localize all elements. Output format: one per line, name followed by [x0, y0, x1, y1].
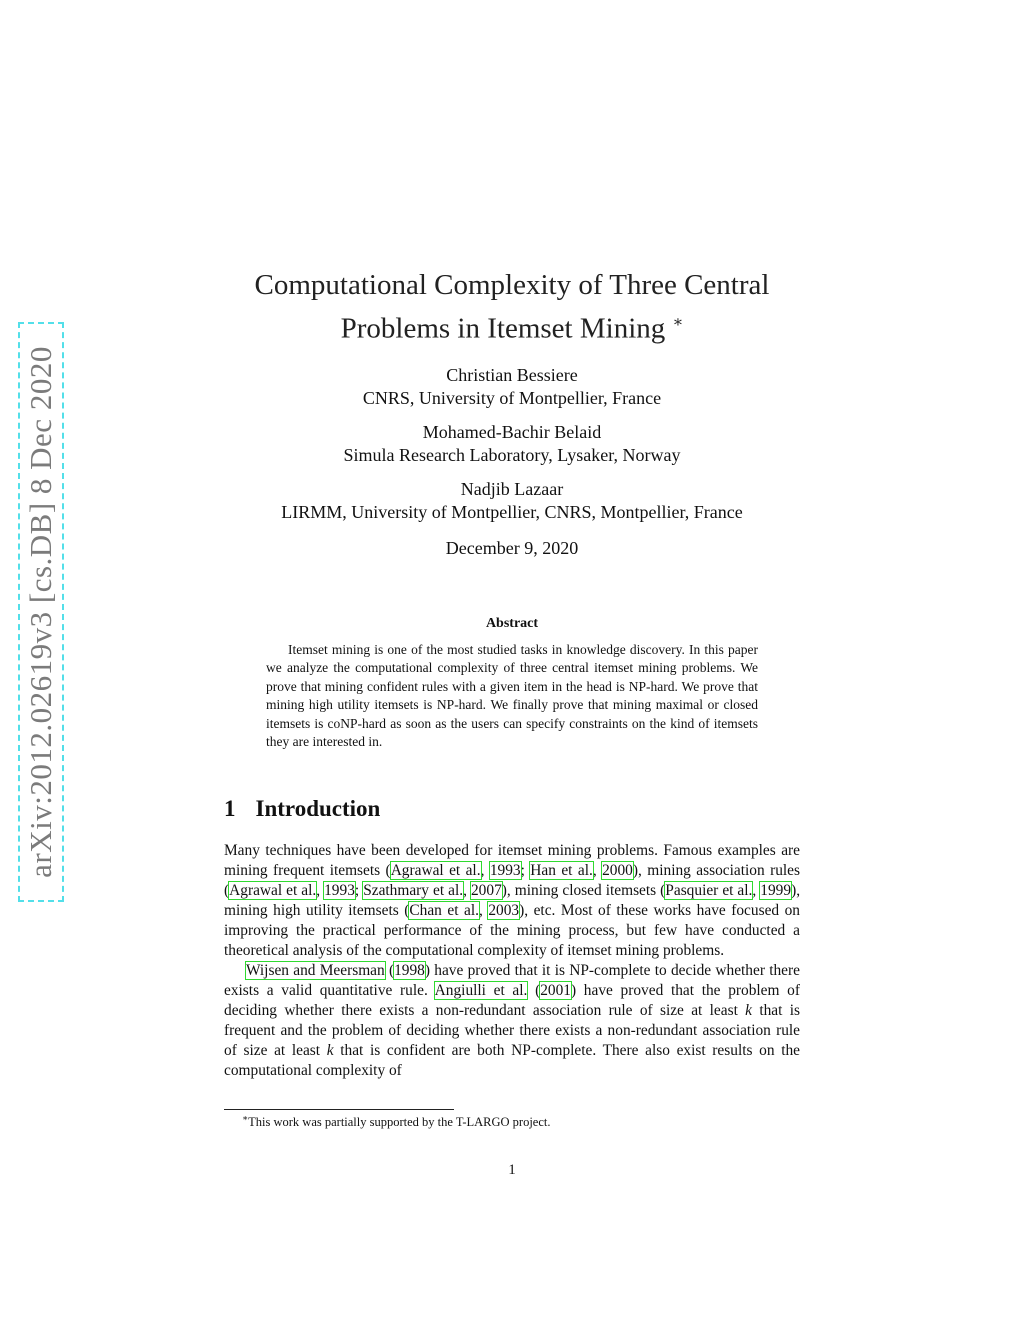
citation-year-link[interactable]: 2001 — [540, 982, 571, 999]
text-run: ), mining high utility itemsets ( — [224, 882, 801, 919]
citation-year-link[interactable]: 1998 — [394, 962, 425, 979]
text-run: , — [478, 902, 489, 919]
footnote-mark: ∗ — [242, 1113, 249, 1123]
math-variable: k — [326, 1042, 334, 1059]
citation-link[interactable]: Pasquier et al. — [665, 882, 753, 899]
citation-link[interactable]: Angiulli et al. — [434, 982, 528, 999]
citation-link[interactable]: Chan et al. — [409, 902, 479, 919]
author-affiliation: LIRMM, University of Montpellier, CNRS, Montpellier, France — [281, 502, 743, 522]
footnote — [242, 1113, 551, 1130]
text-run: ; — [354, 882, 364, 899]
title-line-2-text: Problems in Itemset Mining — [340, 312, 666, 345]
arxiv-stamp-box — [18, 322, 64, 902]
author-name: Mohamed-Bachir Belaid — [422, 422, 602, 442]
citation-year-link[interactable]: 1999 — [760, 882, 792, 899]
paper-date: December 9, 2020 — [445, 538, 579, 558]
title-line-2 — [180, 304, 844, 348]
text-run: ; — [520, 862, 531, 879]
author-name: Nadjib Lazaar — [460, 479, 564, 499]
text-run: , — [463, 882, 471, 899]
page-number: 1 — [508, 1162, 516, 1178]
paper-title — [180, 266, 844, 348]
text-run: , — [752, 882, 761, 899]
citation-year-link[interactable]: 1993 — [489, 862, 521, 879]
text-run: ( — [384, 962, 395, 979]
section-number: 1 — [224, 796, 236, 821]
citation-link[interactable]: Agrawal et al. — [390, 862, 481, 879]
paragraph — [224, 841, 800, 961]
footnote-rule — [224, 1109, 454, 1110]
author-block — [180, 421, 844, 467]
text-run: ) have proved that the problem of deciding whether there exists a non-redundant association rule of size at least — [224, 982, 800, 1019]
abstract-heading: Abstract — [485, 616, 539, 631]
citation-link[interactable]: Han et al. — [530, 862, 593, 879]
text-run: ), etc. Most of these works have focused on improving the practical performance of the mining process, but few have conducted a theoretical analysis of the computational complexity of itemset mining problems. — [224, 902, 800, 959]
author-list — [180, 364, 844, 535]
citation-link[interactable]: Szathmary et al. — [363, 882, 464, 899]
citation-link[interactable]: Wijsen and Meersman — [246, 962, 385, 979]
citation-year-link[interactable]: 2000 — [602, 862, 633, 879]
text-run: ), mining association rules ( — [224, 862, 800, 899]
text-run: ( — [527, 982, 541, 999]
body-text — [224, 841, 800, 1081]
section-heading — [224, 796, 380, 822]
author-block — [180, 478, 844, 524]
text-run: ), mining closed itemsets ( — [501, 882, 666, 899]
abstract-text: Itemset mining is one of the most studied tasks in knowledge discovery. In this paper we analyze the computational complexity of three central itemset mining problems. We prove that mining confident rules with a given item in the head is NP-hard. We prove that mining high utility itemsets is NP-hard. We finally prove that mining maximal or closed itemsets is coNP-hard as soon as the users can specify constraints on the kind of itemsets they are interested in. — [266, 642, 758, 750]
title-line-1: Computational Complexity of Three Central — [254, 269, 770, 301]
footnote-text: This work was partially supported by the T-LARGO project. — [248, 1115, 551, 1130]
text-run: , — [316, 882, 325, 899]
citation-year-link[interactable]: 2003 — [488, 902, 520, 919]
text-run: Many techniques have been developed for itemset mining problems. Famous examples are mining frequent itemsets ( — [224, 842, 800, 879]
text-run: , — [480, 862, 490, 879]
citation-year-link[interactable]: 2007 — [470, 882, 502, 899]
section-title: Introduction — [255, 796, 381, 821]
paragraph — [224, 961, 800, 1081]
arxiv-stamp[interactable]: arXiv:2012.02619v3 [cs.DB] 8 Dec 2020 — [23, 346, 58, 878]
citation-link[interactable]: Agrawal et al. — [229, 882, 317, 899]
author-affiliation: Simula Research Laboratory, Lysaker, Norway — [343, 445, 681, 465]
text-run: , — [592, 862, 603, 879]
text-run: ) have proved that it is NP-complete to decide whether there exists a valid quantitative rule. — [224, 962, 800, 999]
text-run: that is frequent and the problem of deciding whether there exists a non-redundant association rule of size at least — [224, 1002, 800, 1059]
title-footnote-mark[interactable]: ∗ — [672, 314, 684, 331]
author-name: Christian Bessiere — [446, 365, 578, 385]
text-run: that is confident are both NP-complete. There also exist results on the computational complexity of — [224, 1042, 801, 1079]
author-affiliation: CNRS, University of Montpellier, France — [362, 388, 662, 408]
author-block — [180, 364, 844, 410]
citation-year-link[interactable]: 1993 — [324, 882, 355, 899]
math-variable: k — [745, 1002, 753, 1019]
